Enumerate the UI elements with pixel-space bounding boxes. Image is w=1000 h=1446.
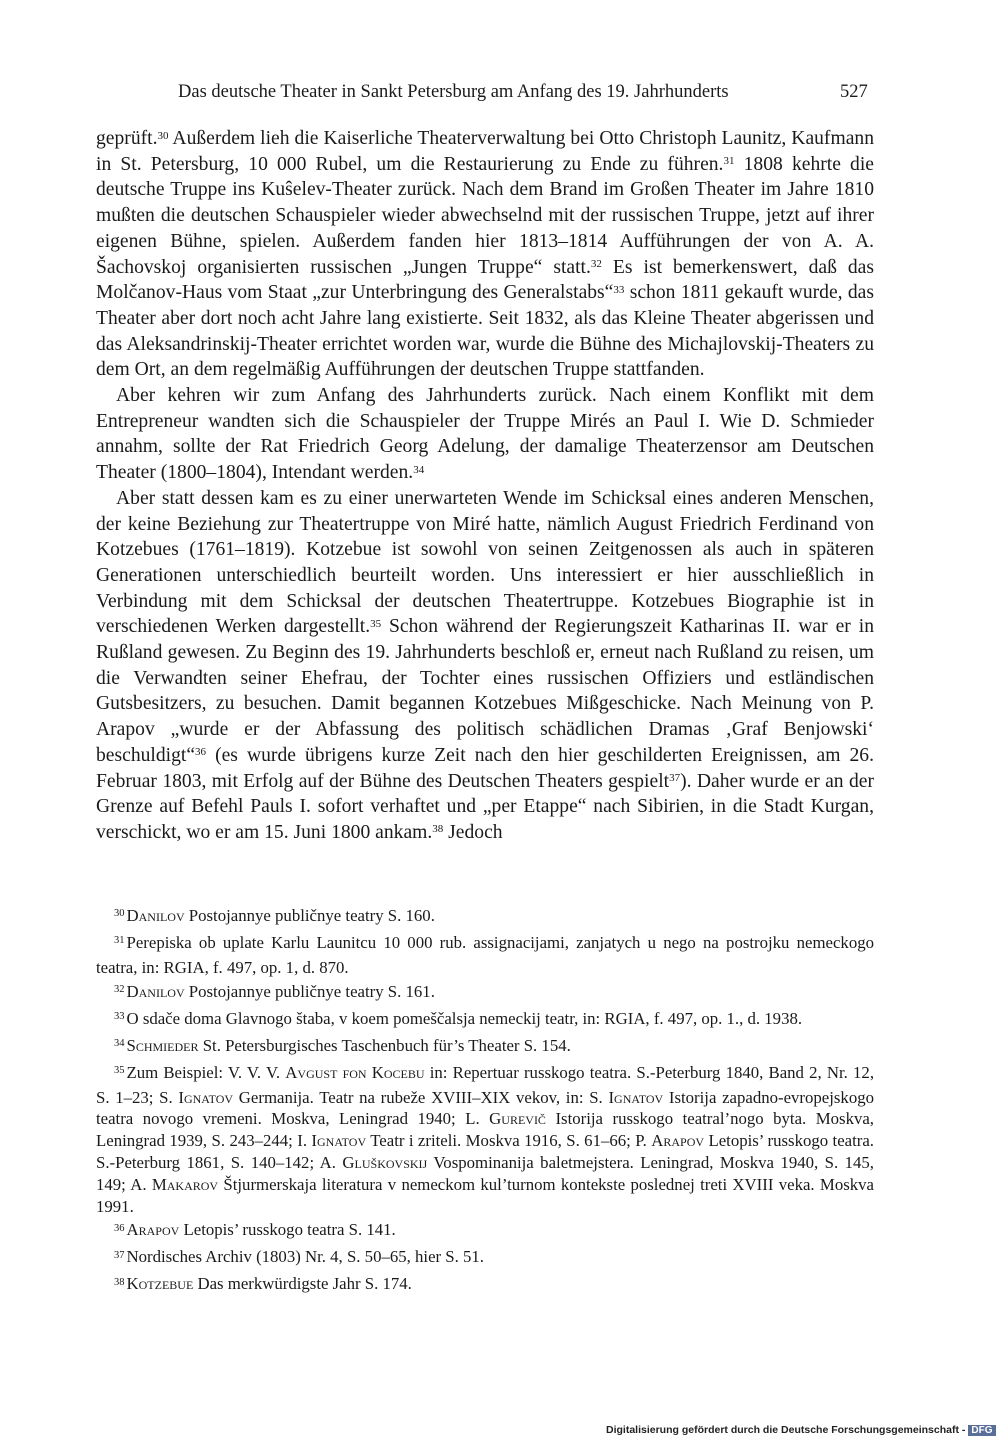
text-run: geprüft. [96,128,158,149]
text-run: Zum Beispiel: V. V. V. [126,1062,286,1082]
footnote [96,932,874,979]
text-run: 1808 kehrte die deutsche Truppe ins Kuŝelev-Theater zurück. Nach dem Brand im Großen Theater im Jahre 1810 mußten die deutschen Schauspieler wieder abwechselnd mit der russischen Truppe, jetzt auf ihrer eigenen Bühne, spielen. Außerdem fanden hier 1813–1814 Aufführungen der von A. A. Šachovskoj organisierten russischen „Jungen Truppe“ statt. [96,153,874,278]
text-run: St. Petersburgisches Taschenbuch für’s Theater S. 154. [198,1035,571,1055]
footnotes [96,905,874,1300]
running-title: Das deutsche Theater in Sankt Petersburg am Anfang des 19. Jahrhunderts [178,82,729,102]
author-name: Kotzebue [126,1274,194,1294]
footer-text: Digitalisierung gefördert durch die Deutsche Forschungsgemeinschaft - [606,1424,966,1436]
author-name: Arapov [651,1131,705,1151]
footnote-reference: 35 [370,617,382,630]
footnote-number: 38 [114,1276,125,1288]
body-paragraph [96,383,874,486]
text-run: Schon während der Regierungszeit Katharinas II. war er in Rußland gewesen. Zu Beginn des 19. Jahrhunderts beschloß er, erneut nach Rußland zu reisen, um die Verwandten seiner Ehefrau, der Tochter eines russischen Offiziers und estländischen Gutsbesitzers, zu besuchen. Damit begannen Kotzebues Mißgeschicke. Nach Meinung von P. Arapov „wurde er der Abfassung des politisch schädlichen Dramas ‚Graf Benjowski‘ beschuldigt“ [96,616,874,766]
footnote-number: 36 [114,1222,125,1234]
author-name: Avgust fon Kocebu [285,1062,425,1082]
author-name: Danilov [126,906,185,925]
text-run: Štjurmerskaja literatura v nemeckom kul’turnom kontekste poslednej treti XVIII veka. Moskva 1991. [96,1174,874,1216]
footnote-number: 30 [114,908,125,920]
text-run: schon 1811 gekauft wurde, das Theater aber dort noch acht Jahre lang existierte. Seit 1832, als das Kleine Theater abgerissen und das Aleksandrinskij-Theater errichtet worden war, wurde die Bühne des Michajlovskij-Theaters zu dem Ort, an dem regelmäßig Aufführungen der deutschen Truppe stattfanden. [96,282,874,381]
text-run: (es wurde übrigens kurze Zeit nach den hier geschilderten Ereignissen, am 26. Februar 1803, mit Erfolg auf der Bühne des Deutschen Theaters gespielt [96,744,874,792]
footnote [96,905,874,930]
footnote-reference: 31 [723,155,735,168]
body-paragraph [96,486,874,846]
text-run: Aber statt dessen kam es zu einer unerwarteten Wende im Schicksal eines anderen Menschen, der keine Beziehung zur Theatertruppe von Miré hatte, nämlich August Friedrich Ferdinand von Kotzebues (1761–1819). Kotzebue ist sowohl von seinen Zeitgenossen als auch in späteren Generationen unterschiedlich beurteilt worden. Uns interessiert er hier ausschließlich in Verbindung mit dem Schicksal der deutschen Theatertruppe. Kotzebues Biographie ist in verschiedenen Werken dargestellt. [96,487,874,638]
dfg-logo: DFG [968,1425,995,1436]
body-paragraph [96,126,874,383]
footnote-reference: 36 [195,746,207,759]
footnote-reference: 32 [590,258,602,271]
author-name: Ignatov [178,1087,234,1107]
footnote-number: 32 [114,984,125,996]
footnote-number: 34 [114,1038,125,1050]
text-run: ). Daher wurde er an der Grenze auf Befehl Pauls I. sofort verhaftet und „per Etappe“ nach Sibirien, in die Stadt Kurgan, verschickt, wo er am 15. Juni 1800 ankam. [96,770,874,843]
author-name: Makarov [151,1174,219,1194]
footnote [96,1035,874,1060]
text-run: Das merkwürdigste Jahr S. 174. [193,1274,412,1294]
footnote-number: 31 [114,935,125,947]
footnote-reference: 33 [613,283,625,296]
text-run: O sdače doma Glavnogo štaba, v koem pomeščalsja nemeckij teatr, in: RGIA, f. 497, op. 1., d. 1938. [126,1008,803,1028]
author-name: Ignatov [608,1087,664,1107]
text-run: Jedoch [443,821,503,843]
text-run: Letopis’ russkogo teatra. S.-Peterburg 1861, S. 140–142; A. [96,1131,874,1172]
author-name: Ignatov [311,1131,367,1151]
digitization-footer [606,1424,996,1436]
running-header [0,82,1000,110]
text-run: Perepiska ob uplate Karlu Launitcu 10 000 rub. assignacijami, zanjatych u nego na postrojku nemeckogo teatra, in: RGIA, f. 497, op. 1, d. 870. [96,932,874,977]
text-run: Letopis’ russkogo teatra S. 141. [179,1220,396,1240]
footnote-reference: 38 [432,823,444,836]
text-run: Teatr i zriteli. Moskva 1916, S. 61–66; P. [366,1131,652,1151]
footnote-number: 35 [114,1065,125,1076]
text-run: Außerdem lieh die Kaiserliche Theaterverwaltung bei Otto Christoph Launitz, Kaufmann in St. Petersburg, 10 000 Rubel, um die Restaurierung zu Ende zu führen. [96,128,874,175]
footnote [96,981,874,1006]
author-name: Gurevič [489,1109,546,1129]
text-run: Es ist bemerkenswert, daß das Molčanov-Haus vom Staat „zur Unterbringung des Generalstabs“ [96,256,875,304]
author-name: Schmieder [126,1035,199,1055]
footnote [96,1062,874,1218]
page-number: 527 [840,82,868,102]
text-run: Istorija russkogo teatral’nogo byta. Moskva, Leningrad 1939, S. 243–244; I. [96,1109,874,1151]
footnote-reference: 34 [413,463,425,476]
footnote-number: 33 [114,1011,125,1023]
text-run: Postojannye publičnye teatry S. 161. [184,981,435,1001]
text-run: in: Repertuar russkogo teatra. S.-Peterburg 1840, Band 2, Nr. 12, S. 1–23; S. [96,1062,875,1107]
author-name: Danilov [126,981,185,1001]
footnote-reference: 37 [669,772,681,785]
footnote [96,1273,874,1298]
text-run: Postojannye publičnye teatry S. 160. [184,906,435,925]
author-name: Arapov [126,1220,180,1240]
author-name: Gluškovskij [342,1152,428,1172]
footnote [96,1219,874,1244]
text-run: Germanija. Teatr na rubeže XVIII–XIX vekov, in: S. [233,1087,609,1107]
text-run: Aber kehren wir zum Anfang des Jahrhunderts zurück. Nach einem Konflikt mit dem Entrepreneur wandten sich die Schauspieler der Truppe Mirés an Paul I. Wie D. Schmieder annahm, sollte der Rat Friedrich Georg Adelung, der damalige Theaterzensor am Deutschen Theater (1800–1804), Intendant werden. [96,385,874,484]
text-run: Vospominanija baletmejstera. Leningrad, Moskva 1940, S. 145, 149; A. [96,1152,874,1194]
footnote-number: 37 [114,1249,125,1261]
footnote [96,1246,874,1271]
footnote [96,1008,874,1033]
footnote-reference: 30 [157,129,169,142]
main-text [96,126,874,846]
text-run: Nordisches Archiv (1803) Nr. 4, S. 50–65, hier S. 51. [126,1247,485,1267]
text-run: Istorija zapadno-evropejskogo teatra novogo vremeni. Moskva, Leningrad 1940; L. [96,1087,874,1129]
